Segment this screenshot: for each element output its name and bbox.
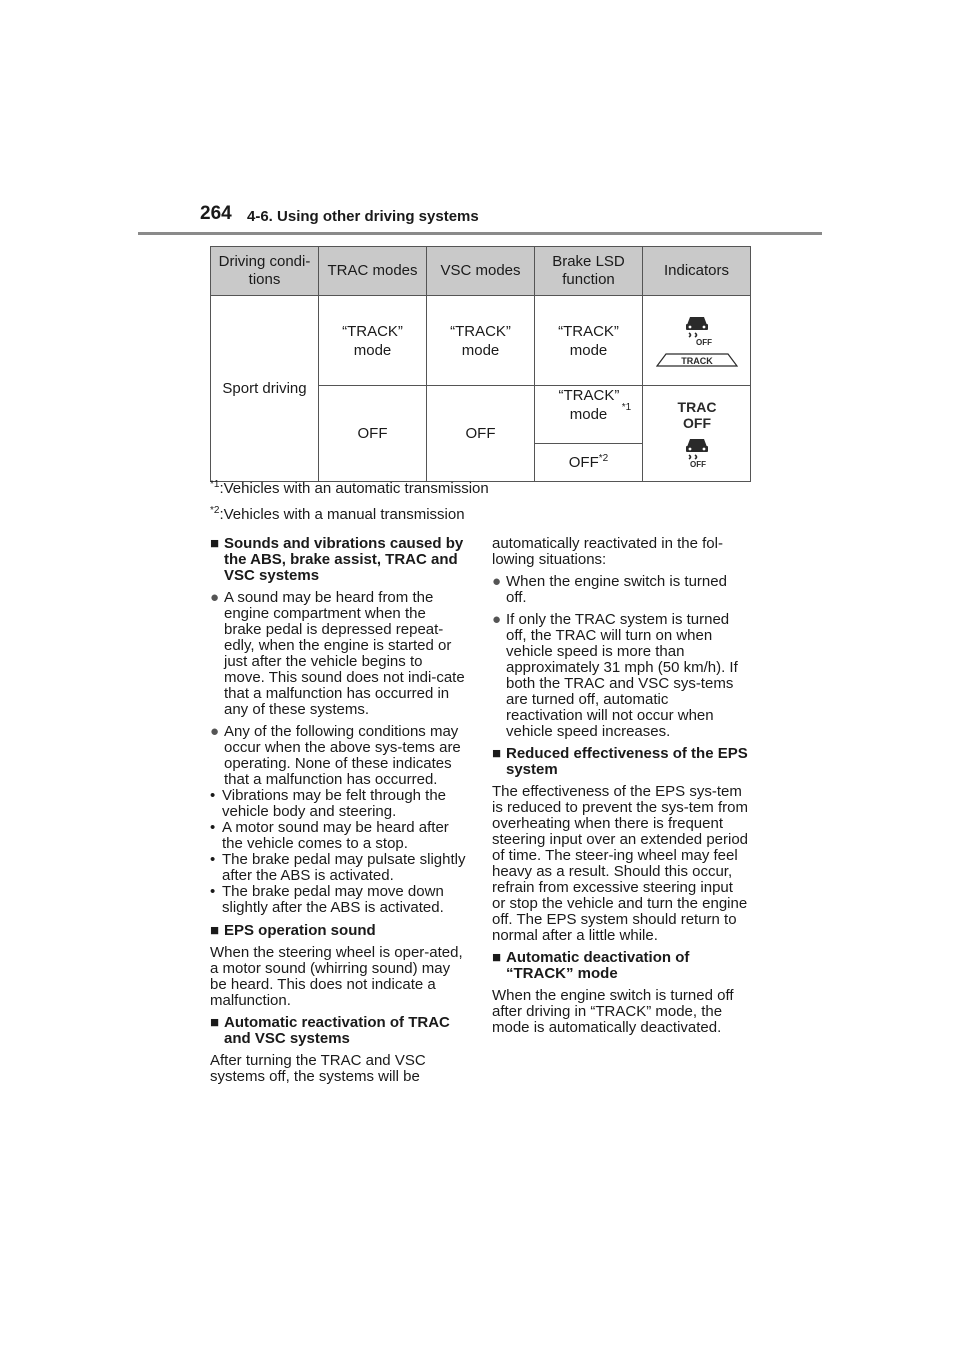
heading-text: Automatic deactivation of “TRACK” mode xyxy=(506,949,690,982)
footnote-1-ref: *1 xyxy=(210,479,220,490)
bullet-text: If only the TRAC system is turned off, the TRAC will turn on when vehicle speed is more than approximately 31 mph (50 km/h). If both the TRAC and VSC sys-tems are turned off, automatic reactivation will not occur when vehicle speed increases. xyxy=(506,611,738,740)
footnote-1 xyxy=(210,480,489,497)
sub-text: A motor sound may be heard after the vehicle comes to a stop. xyxy=(222,819,449,852)
vsc-off-indicator-icon xyxy=(680,437,714,469)
page-number: 264 xyxy=(200,203,232,224)
list-item xyxy=(210,852,466,884)
indicator-off-label-2: OFF xyxy=(689,459,706,469)
heading-track-deactivation xyxy=(492,950,748,982)
header-driving-conditions: Driving condi-tions xyxy=(211,247,319,296)
paragraph-track-deactivation: When the engine switch is turned off after driving in “TRACK” mode, the mode is automatically deactivated. xyxy=(492,987,734,1036)
bullet-mark: ● xyxy=(210,589,220,606)
bullet-text: Any of the following conditions may occur when the above sys-tems are operating. None of these indicates that a malfunction has occurred. xyxy=(224,723,461,788)
section-title: 4-6. Using other driving systems xyxy=(247,208,479,225)
heading-mark: ■ xyxy=(210,922,220,939)
heading-text: EPS operation sound xyxy=(224,922,376,939)
header-vsc-modes: VSC modes xyxy=(427,247,535,296)
cell-lsd-off-mt xyxy=(535,444,643,482)
paragraph-reactivation-cont: automatically reactivated in the fol-lowing situations: xyxy=(492,535,723,568)
cell-trac-off: OFF xyxy=(319,386,427,482)
trac-off-off-label: OFF xyxy=(682,414,711,431)
list-item xyxy=(210,884,466,916)
bullet-mark: ● xyxy=(492,573,502,590)
paragraph-auto-reactivation: After turning the TRAC and VSC systems off, the systems will be xyxy=(210,1052,426,1085)
trac-off-indicator-icon xyxy=(675,399,719,431)
footnote-2-text: :Vehicles with a manual transmission xyxy=(219,506,465,523)
vsc-off-indicator-icon xyxy=(680,315,714,347)
bullet-item xyxy=(492,574,748,606)
lsd-track-text: “TRACK” mode xyxy=(558,322,619,359)
footnote-ref-2: *2 xyxy=(598,453,609,464)
heading-eps-sound xyxy=(210,923,466,939)
sub-mark: • xyxy=(210,883,216,900)
paragraph-eps-sound: When the steering wheel is oper-ated, a motor sound (whirring sound) may be heard. This does not indicate a malfunction. xyxy=(210,944,463,1009)
table-header-row xyxy=(211,247,751,296)
table-row xyxy=(211,296,751,386)
footnote-2 xyxy=(210,506,465,523)
bullet-item xyxy=(492,612,748,740)
cell-lsd-track xyxy=(535,296,643,386)
header-indicators: Indicators xyxy=(643,247,751,296)
heading-mark: ■ xyxy=(210,535,220,552)
trac-track-text: “TRACK” mode xyxy=(342,322,403,359)
sub-list xyxy=(210,788,466,916)
sub-mark: • xyxy=(210,787,216,804)
bullet-item xyxy=(210,590,466,718)
cell-condition: Sport driving xyxy=(211,296,319,482)
sub-text: The brake pedal may pulsate slightly after the ABS is activated. xyxy=(222,851,466,884)
heading-text: Automatic reactivation of TRAC and VSC systems xyxy=(224,1014,450,1047)
cell-indicator-off xyxy=(643,386,751,482)
track-indicator-icon xyxy=(656,353,738,367)
bullet-mark: ● xyxy=(210,723,220,740)
cell-vsc-off: OFF xyxy=(427,386,535,482)
bullet-item xyxy=(210,724,466,788)
list-item xyxy=(210,788,466,820)
sub-text: Vibrations may be felt through the vehicle body and steering. xyxy=(222,787,447,820)
heading-text: Sounds and vibrations caused by the ABS, brake assist, TRAC and VSC systems xyxy=(224,535,464,584)
cell-indicator-track xyxy=(643,296,751,386)
heading-text: Reduced effectiveness of the EPS system xyxy=(506,745,748,778)
header-brake-lsd: Brake LSD function xyxy=(535,247,643,296)
sub-text: The brake pedal may move down slightly after the ABS is activated. xyxy=(222,883,444,916)
list-item xyxy=(210,820,466,852)
footnote-2-ref: *2 xyxy=(210,505,220,516)
heading-mark: ■ xyxy=(492,949,502,966)
heading-eps-effectiveness xyxy=(492,746,748,778)
indicator-off-label: OFF xyxy=(695,337,712,347)
sub-mark: • xyxy=(210,819,216,836)
bullet-text: When the engine switch is turned off. xyxy=(506,573,727,606)
trac-off-trac-label: TRAC xyxy=(677,398,716,415)
indicator-track-label: TRACK xyxy=(680,355,713,366)
header-trac-modes: TRAC modes xyxy=(319,247,427,296)
header-rule xyxy=(138,232,822,235)
cell-trac-track xyxy=(319,296,427,386)
left-column xyxy=(210,536,466,1091)
footnote-1-text: :Vehicles with an automatic transmission xyxy=(219,480,489,497)
lsd-track-at-text: “TRACK” mode xyxy=(558,387,620,423)
paragraph-eps-effectiveness: The effectiveness of the EPS sys-tem is reduced to prevent the sys-tem from overheating when there is frequent steering input over an extended period of time. The steer-ing wheel may feel heavy as a result. Should this occur, refrain from excessive steering input or stop the vehicle and turn the engine off. The EPS system should return to normal after a little while. xyxy=(492,783,749,944)
heading-mark: ■ xyxy=(492,745,502,762)
mode-table xyxy=(210,246,751,482)
vsc-track-text: “TRACK” mode xyxy=(450,322,511,359)
heading-mark: ■ xyxy=(210,1014,220,1031)
bullet-text: A sound may be heard from the engine compartment when the brake pedal is depressed repeat-edly, when the engine is started or just after the vehicle begins to move. This sound does not indi-cate that a malfunction has occurred in any of these systems. xyxy=(224,589,465,718)
heading-sounds-vibrations xyxy=(210,536,466,584)
heading-auto-reactivation xyxy=(210,1015,466,1047)
lsd-off-mt-text: OFF xyxy=(568,454,599,471)
cell-vsc-track xyxy=(427,296,535,386)
footnote-ref-1: *1 xyxy=(621,402,632,413)
right-column xyxy=(492,536,748,1042)
sub-mark: • xyxy=(210,851,216,868)
bullet-mark: ● xyxy=(492,611,502,628)
cell-lsd-track-at xyxy=(535,386,643,444)
